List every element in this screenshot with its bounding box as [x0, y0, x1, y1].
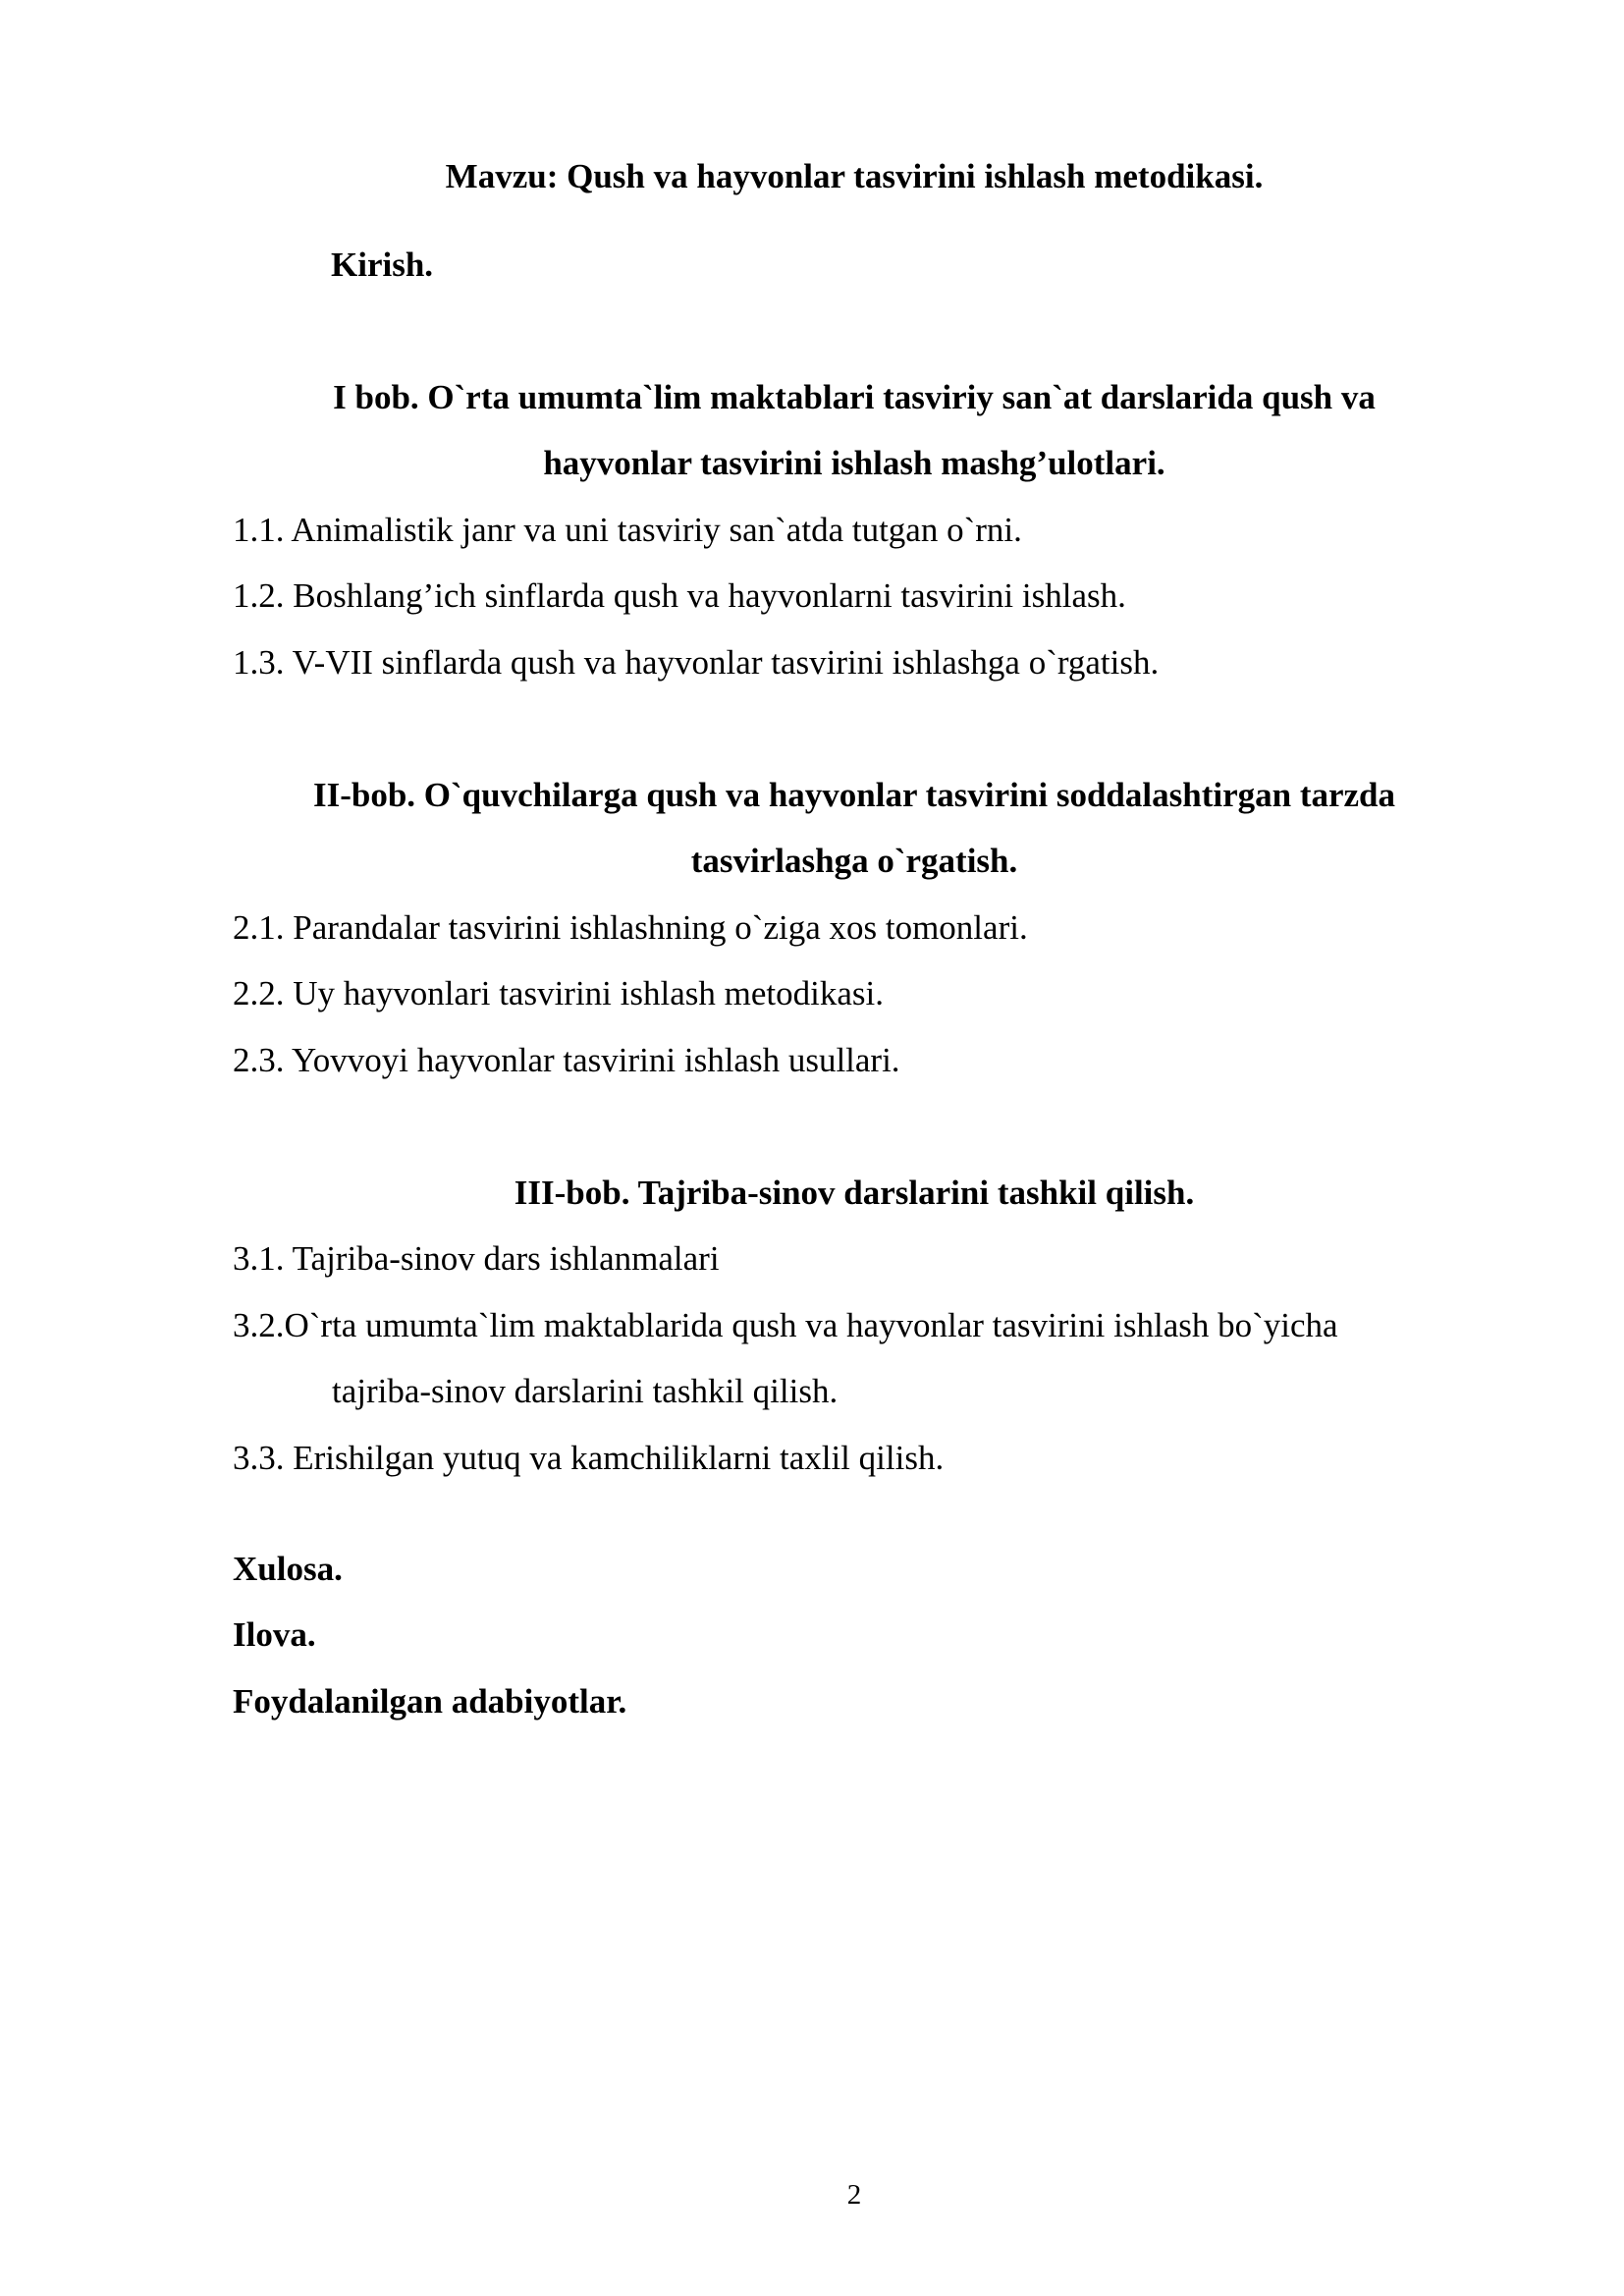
section-3-3: 3.3. Erishilgan yutuq va kamchiliklarni taxlil qilish.: [233, 1439, 945, 1477]
page-number: 2: [846, 2179, 862, 2211]
section-1-3: 1.3. V-VII sinflarda qush va hayvonlar tasvirini ishlashga o`rgatish.: [233, 643, 1160, 682]
section-2-3: 2.3. Yovvoyi hayvonlar tasvirini ishlash usullari.: [233, 1041, 900, 1079]
chapter-3-heading: III-bob. Tajriba-sinov darslarini tashkil qilish.: [514, 1174, 1195, 1212]
appendix-heading: Ilova.: [233, 1615, 316, 1654]
section-3-1: 3.1. Tajriba-sinov dars ishlanmalari: [233, 1239, 720, 1278]
intro-heading: Kirish.: [331, 246, 434, 284]
references-heading: Foydalanilgan adabiyotlar.: [233, 1682, 627, 1721]
chapter-2-heading-line-1: II-bob. O`quvchilarga qush va hayvonlar tasvirini soddalashtirgan tarzda: [312, 776, 1396, 814]
document-title: Mavzu: Qush va hayvonlar tasvirini ishlash metodikasi.: [445, 157, 1264, 195]
section-3-2-continuation: tajriba-sinov darslarini tashkil qilish.: [332, 1372, 839, 1410]
section-1-2: 1.2. Boshlang’ich sinflarda qush va hayvonlarni tasvirini ishlash.: [233, 576, 1126, 615]
chapter-1-heading-line-2: hayvonlar tasvirini ishlash mashg’ulotlari.: [543, 444, 1165, 482]
chapter-1-heading-line-1: I bob. O`rta umumta`lim maktablari tasviriy san`at darslarida qush va: [333, 378, 1376, 416]
section-1-1: 1.1. Animalistik janr va uni tasviriy san`atda tutgan o`rni.: [233, 511, 1022, 549]
chapter-2-heading-line-2: tasvirlashga o`rgatish.: [690, 842, 1018, 880]
conclusion-heading: Xulosa.: [233, 1550, 343, 1588]
section-3-2: 3.2.O`rta umumta`lim maktablarida qush va hayvonlar tasvirini ishlash bo`yicha: [233, 1306, 1338, 1344]
section-2-1: 2.1. Parandalar tasvirini ishlashning o`ziga xos tomonlari.: [233, 908, 1028, 947]
section-2-2: 2.2. Uy hayvonlari tasvirini ishlash metodikasi.: [233, 974, 884, 1012]
